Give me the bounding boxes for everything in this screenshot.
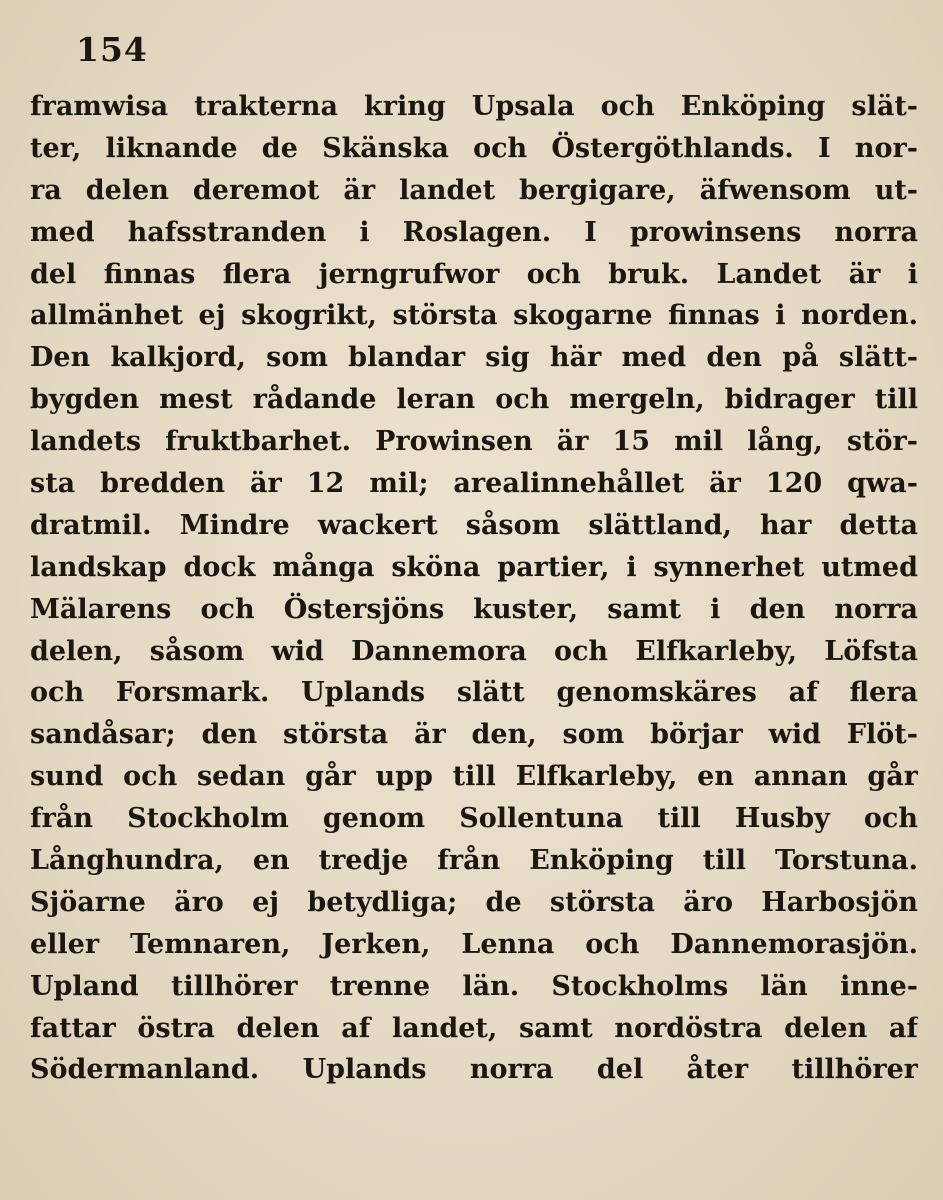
text-line: dratmil. Mindre wackert såsom slättland, har detta	[30, 509, 918, 541]
text-line: del finnas flera jerngrufwor och bruk. Landet är i	[30, 258, 918, 290]
text-line: Upland tillhörer trenne län. Stockholms län inne-	[30, 970, 918, 1002]
text-line: med hafsstranden i Roslagen. I prowinsens norra	[30, 216, 918, 248]
text-line: Den kalkjord, som blandar sig här med den på slätt-	[30, 342, 918, 374]
text-line: och Forsmark. Uplands slätt genomskäres af flera	[30, 677, 918, 709]
text-line: ra delen deremot är landet bergigare, äfwensom ut-	[30, 174, 918, 206]
text-line: framwisa trakterna kring Upsala och Enköping slät-	[30, 91, 918, 122]
text-line: Södermanland. Uplands norra del åter tillhörer	[30, 1054, 918, 1086]
text-line: landets fruktbarhet. Prowinsen är 15 mil lång, stör-	[30, 426, 918, 458]
text-line: Långhundra, en tredje från Enköping till Torstuna.	[30, 845, 918, 877]
text-line: ter, liknande de Skänska och Östergöthlands. I nor-	[30, 132, 918, 164]
text-line: eller Temnaren, Jerken, Lenna och Dannemorasjön.	[30, 928, 918, 960]
text-line: bygden mest rådande leran och mergeln, bidrager till	[30, 384, 918, 416]
page-number: 154	[76, 30, 148, 69]
text-line: från Stockholm genom Sollentuna till Husby och	[30, 803, 918, 835]
text-line: allmänhet ej skogrikt, största skogarne finnas i norden.	[30, 300, 918, 332]
text-line: delen, såsom wid Dannemora och Elfkarleby, Löfsta	[30, 635, 918, 667]
body-text	[30, 86, 918, 1091]
text-line: Mälarens och Östersjöns kuster, samt i den norra	[30, 593, 918, 625]
text-line: landskap dock många sköna partier, i synnerhet utmed	[30, 551, 918, 583]
text-line: sund och sedan går upp till Elfkarleby, en annan går	[30, 761, 918, 793]
text-line: Sjöarne äro ej betydliga; de största äro Harbosjön	[30, 886, 918, 918]
text-line: sta bredden är 12 mil; arealinnehållet är 120 qwa-	[30, 468, 918, 500]
text-line: sandåsar; den största är den, som börjar wid Flöt-	[30, 719, 918, 751]
text-line: fattar östra delen af landet, samt nordöstra delen af	[30, 1012, 918, 1044]
